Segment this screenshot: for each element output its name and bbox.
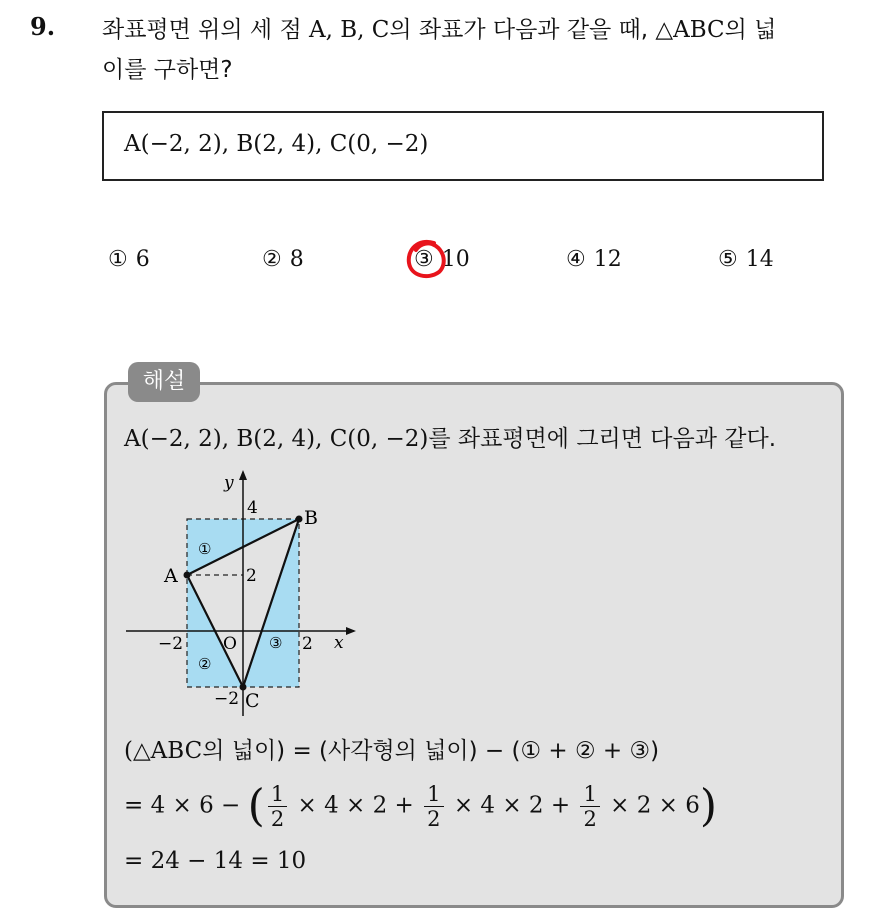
choice-5[interactable] [718, 247, 774, 272]
paren: ( [124, 738, 133, 764]
point-a [184, 572, 191, 579]
choice-mark: ② [262, 247, 282, 272]
solution-line-1 [124, 732, 659, 765]
solution-intro-text: 를 좌표평면에 그리면 다음과 같다. [428, 426, 777, 452]
term-rest: × 4 × 2 + [290, 792, 422, 819]
numerator: 1 [424, 782, 443, 807]
coordinate-graph [116, 462, 366, 722]
axis-label-x: x [334, 633, 344, 653]
point-label-a: A [164, 565, 178, 587]
denominator: 2 [270, 807, 285, 831]
triangle-symbol: △ABC [132, 738, 203, 764]
solution-line-3: = 24 − 14 = 10 [124, 848, 307, 874]
fraction [268, 782, 287, 831]
solution-equation-text: 의 넓이) = (사각형의 넓이) − (① + ② + ③) [202, 738, 660, 764]
y-axis-arrow-icon [239, 470, 247, 480]
region-label: ② [198, 655, 212, 673]
solution-tag: 해설 [128, 362, 200, 402]
numerator: 1 [268, 782, 287, 807]
point-label-b: B [304, 507, 318, 529]
solution-intro [124, 420, 776, 453]
big-paren: ) [699, 780, 718, 832]
big-paren: ( [247, 780, 265, 832]
choice-value: 12 [593, 247, 622, 272]
region-label: ③ [269, 634, 283, 652]
choice-1[interactable] [108, 247, 150, 272]
tick-label: 2 [246, 566, 257, 586]
question-text-part: 의 좌표가 다음과 같을 때, [389, 17, 656, 43]
choice-mark: ③ [414, 247, 434, 272]
axis-label-y: y [224, 473, 234, 493]
choice-mark: ⑤ [718, 247, 738, 272]
choice-value: 8 [289, 247, 304, 272]
choice-value: 6 [135, 247, 150, 272]
x-axis-arrow-icon [346, 627, 356, 635]
point-b [296, 516, 303, 523]
tick-label: −2 [214, 689, 240, 709]
answer-choices [108, 247, 868, 281]
question-text [102, 10, 862, 90]
solution-intro-math: A(−2, 2), B(2, 4), C(0, −2) [124, 426, 429, 452]
origin-label: O [223, 634, 237, 654]
tick-label: 2 [302, 634, 313, 654]
term-rest: × 4 × 2 + [446, 792, 578, 819]
given-coordinates-box [102, 111, 824, 181]
fraction [580, 782, 599, 831]
term-rest: × 2 × 6 [602, 792, 700, 819]
denominator: 2 [427, 807, 441, 831]
point-label-c: C [245, 690, 260, 712]
choice-value: 10 [441, 247, 470, 272]
question-text-part: 좌표평면 위의 세 점 [102, 17, 309, 43]
choice-mark: ④ [566, 247, 586, 272]
given-coordinates: A(−2, 2), B(2, 4), C(0, −2) [124, 131, 429, 157]
solution-line-2 [124, 782, 717, 831]
numerator: 1 [580, 782, 599, 807]
equation-prefix: = 4 × 6 − [124, 792, 248, 819]
question-number: 9. [30, 12, 56, 41]
question-text-line2: 이를 구하면? [102, 57, 233, 83]
fraction [424, 782, 443, 831]
region-label: ① [198, 540, 212, 558]
question-triangle: △ABC [655, 17, 725, 43]
choice-2[interactable] [262, 247, 304, 272]
choice-mark: ① [108, 247, 128, 272]
question-text-part: 의 넓 [724, 17, 777, 43]
choice-value: 14 [745, 247, 774, 272]
answer-circle-mark [404, 238, 448, 282]
question-points: A, B, C [309, 17, 390, 43]
tick-label: −2 [158, 634, 184, 654]
denominator: 2 [583, 807, 597, 831]
choice-4[interactable] [566, 247, 622, 272]
tick-label: 4 [247, 498, 258, 518]
